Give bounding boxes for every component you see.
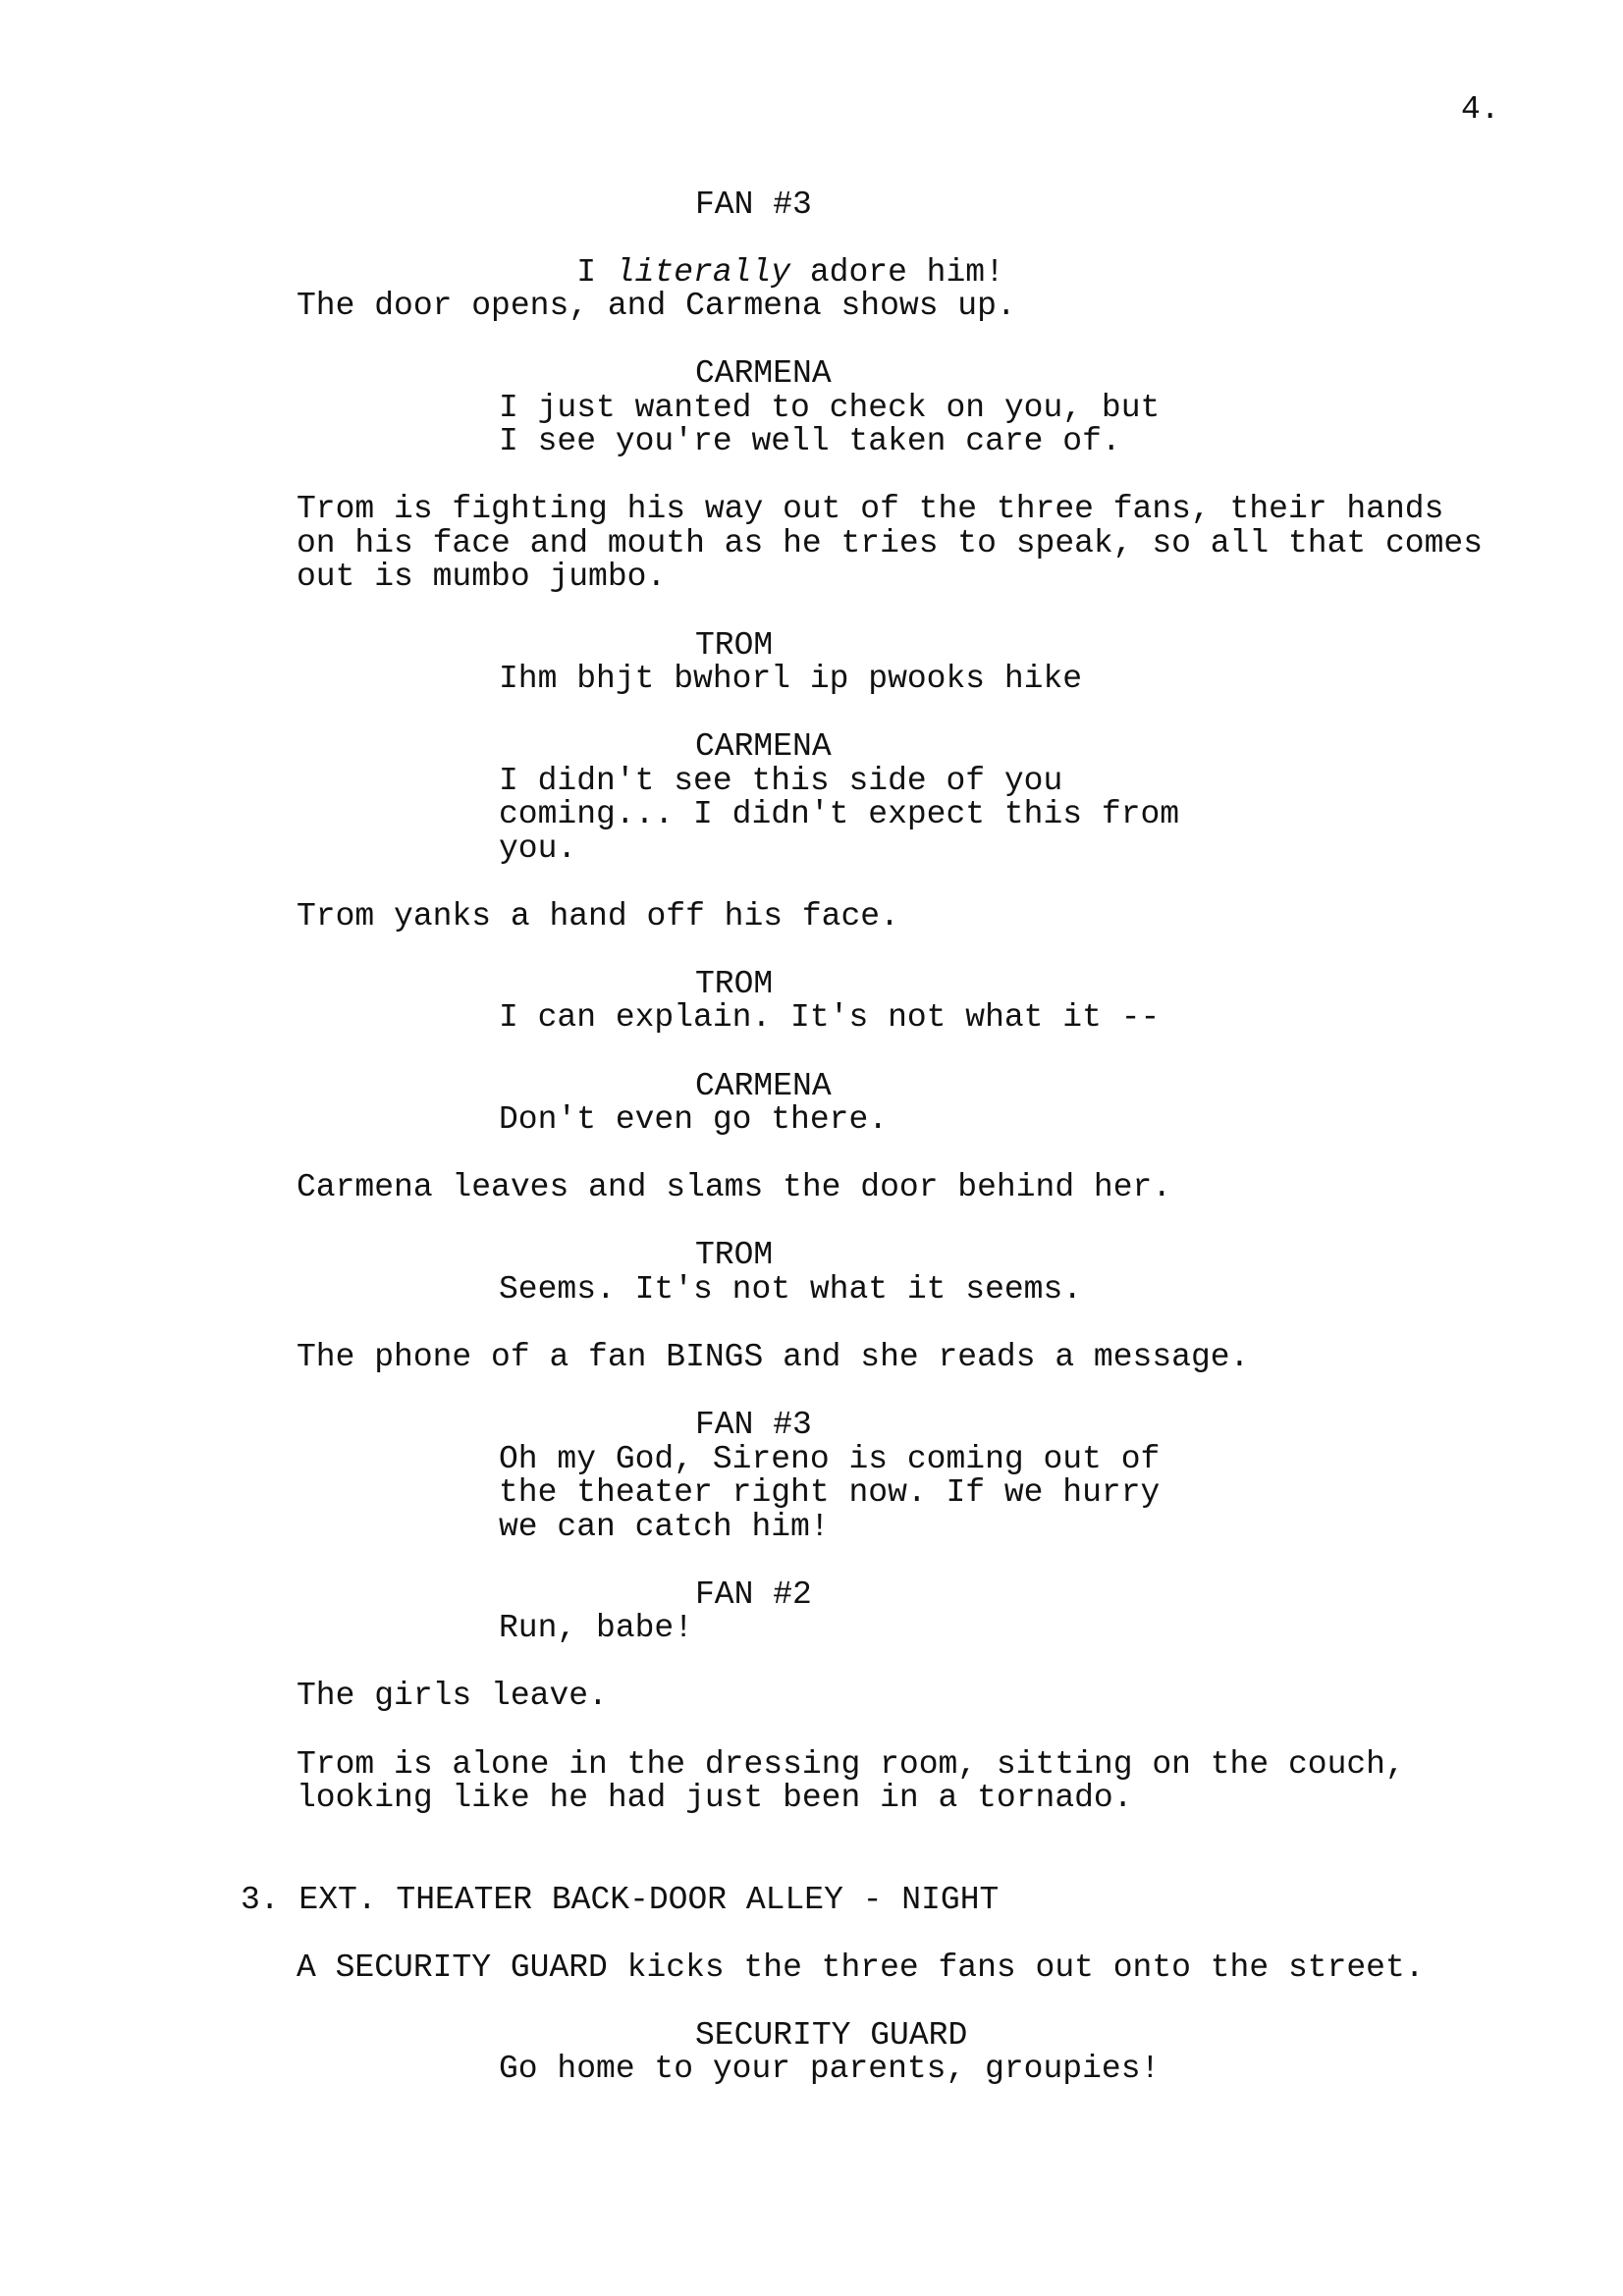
character-cue-carmena: CARMENA [695, 355, 832, 392]
character-cue-carmena: CARMENA [695, 1068, 832, 1104]
dialogue-text: adore him! [790, 254, 1004, 291]
action-line: out is mumbo jumbo. [297, 559, 667, 595]
action-line: Trom is alone in the dressing room, sitting on the couch, [297, 1746, 1405, 1783]
character-cue-security-guard: SECURITY GUARD [695, 2017, 968, 2054]
character-cue-carmena: CARMENA [695, 728, 832, 765]
action-line: The phone of a fan BINGS and she reads a message. [297, 1339, 1250, 1375]
dialogue-line: Ihm bhjt bwhorl ip pwooks hike [499, 661, 1083, 697]
dialogue-line: Don't even go there. [499, 1101, 889, 1138]
action-line: Carmena leaves and slams the door behind her. [297, 1169, 1172, 1205]
dialogue-line: I just wanted to check on you, but [499, 390, 1161, 426]
character-cue-trom: TROM [695, 966, 774, 1002]
dialogue-line: I didn't see this side of you [499, 763, 1063, 799]
dialogue-line: Run, babe! [499, 1610, 694, 1646]
dialogue-line: Oh my God, Sireno is coming out of [499, 1441, 1161, 1477]
dialogue-line: the theater right now. If we hurry [499, 1474, 1161, 1511]
emphasized-word: literally [615, 254, 791, 291]
dialogue-line: Go home to your parents, groupies! [499, 2051, 1161, 2087]
dialogue-line: coming... I didn't expect this from [499, 796, 1180, 832]
action-line: Trom yanks a hand off his face. [297, 898, 899, 934]
action-line: The door opens, and Carmena shows up. [297, 288, 1016, 324]
character-cue-trom: TROM [695, 627, 774, 664]
dialogue-line: we can catch him! [499, 1509, 830, 1545]
scene-heading: 3. EXT. THEATER BACK-DOOR ALLEY - NIGHT [241, 1882, 1000, 1918]
page-number: 4. [1461, 91, 1500, 128]
action-line: The girls leave. [297, 1678, 608, 1714]
character-cue-fan2: FAN #2 [695, 1576, 812, 1613]
character-cue-fan3: FAN #3 [695, 187, 812, 223]
dialogue-line: I can explain. It's not what it -- [499, 999, 1161, 1036]
character-cue-trom: TROM [695, 1237, 774, 1273]
character-cue-fan3: FAN #3 [695, 1407, 812, 1443]
dialogue-line: Seems. It's not what it seems. [499, 1271, 1083, 1308]
dialogue-line: you. [499, 830, 577, 867]
action-line: A SECURITY GUARD kicks the three fans out onto the street. [297, 1949, 1425, 1986]
action-line: on his face and mouth as he tries to speak, so all that comes [297, 525, 1483, 561]
action-line: looking like he had just been in a tornado. [297, 1780, 1133, 1816]
dialogue-line: I see you're well taken care of. [499, 423, 1121, 459]
action-line: Trom is fighting his way out of the three fans, their hands [297, 491, 1444, 527]
dialogue-text: I [576, 254, 616, 291]
